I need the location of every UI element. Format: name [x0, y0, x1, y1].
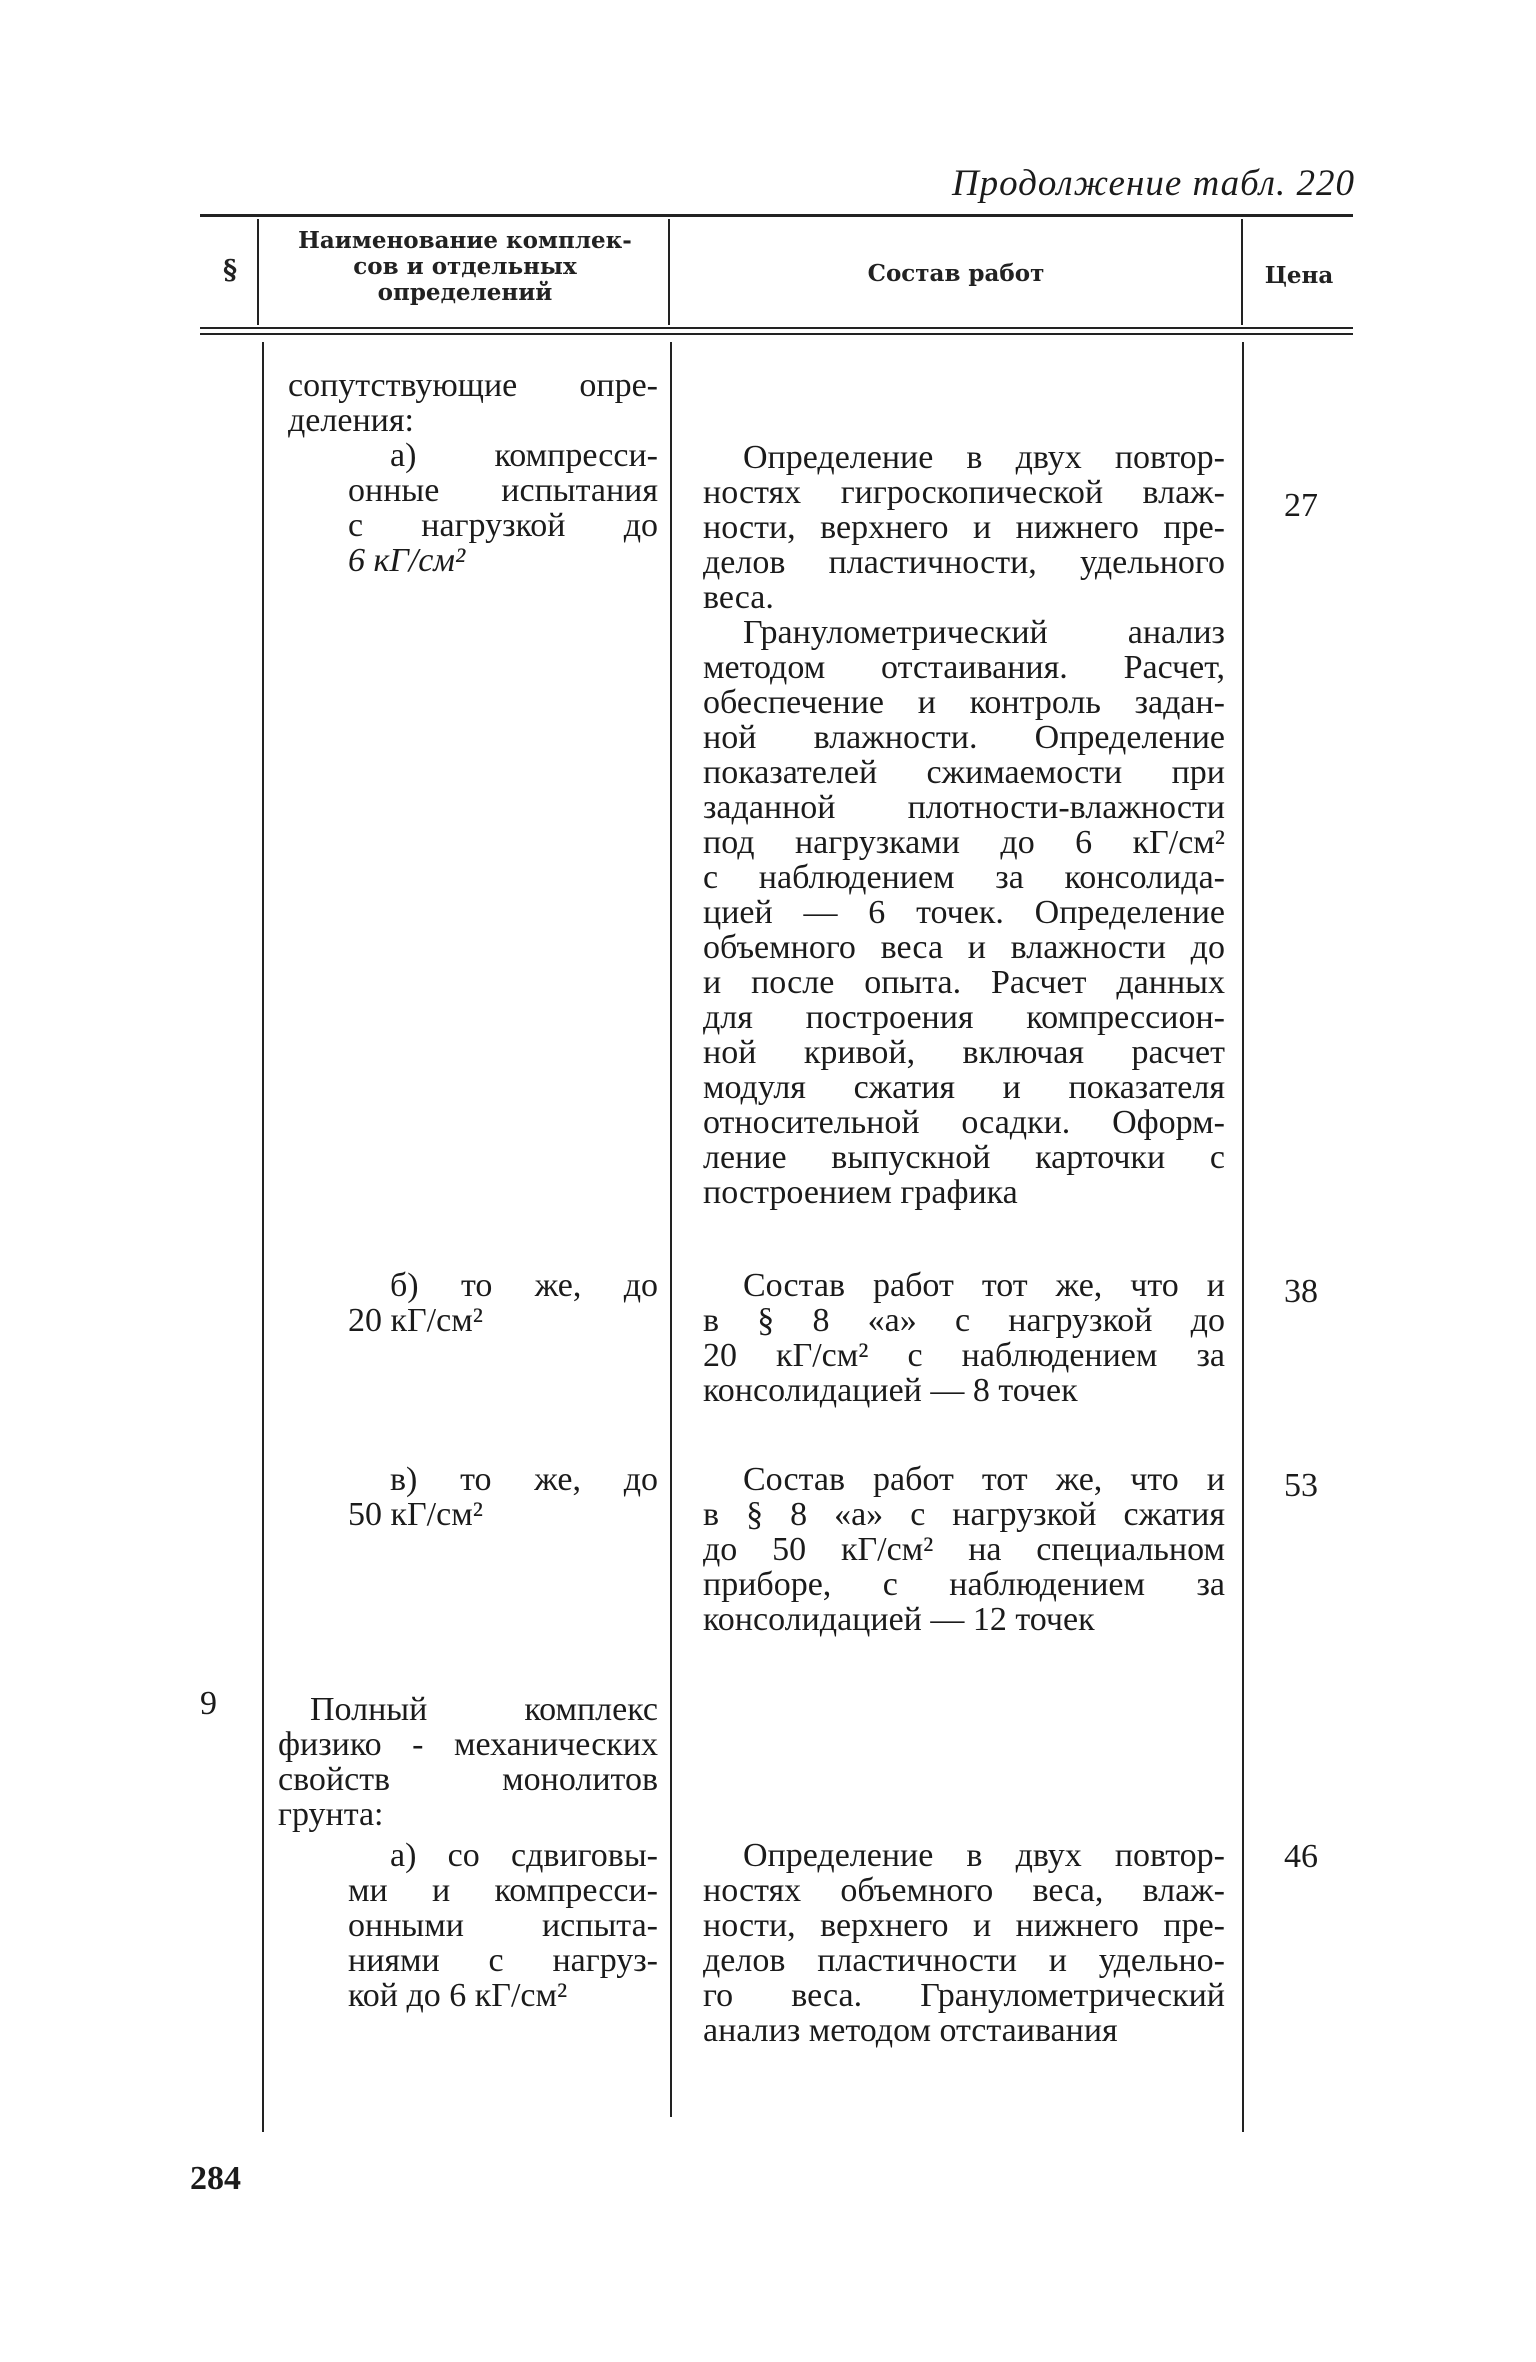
row-1-name-intro-line: деления:: [288, 402, 414, 439]
row-1-work-line: Гранулометрический анализ: [743, 614, 1225, 651]
row-1-work-line: ление выпускной карточки с: [703, 1139, 1225, 1176]
table-top-rule: [200, 214, 1353, 217]
header-name-line: сов и отдельных: [353, 253, 577, 280]
header-name-column: [262, 228, 668, 306]
row-2-price: 38: [1284, 1273, 1318, 1310]
row-4-work-line: Определение в двух повтор-: [743, 1837, 1225, 1874]
row-1-work-line: объемного веса и влажности до: [703, 929, 1225, 966]
body-divider-2: [670, 342, 672, 2117]
row-3-work-line: до 50 кГ/см² на специальном: [703, 1531, 1225, 1568]
row-4-name-intro: [278, 1692, 658, 1832]
row-2-work-line: в § 8 «а» с нагрузкой до: [703, 1302, 1225, 1339]
page-number: 284: [190, 2160, 241, 2197]
header-divider-3: [1241, 219, 1243, 325]
row-1-work-line: Определение в двух повтор-: [743, 439, 1225, 476]
row-4-work-line: анализ методом отстаивания: [703, 2012, 1118, 2049]
row-3-work-line: консолидацией — 12 точек: [703, 1601, 1095, 1638]
row-1-work-line: заданной плотности-влажности: [703, 789, 1225, 826]
row-1-name-line: 6 кГ/см²: [348, 542, 466, 579]
row-3-work-line: приборе, с наблюдением за: [703, 1566, 1225, 1603]
row-1-name-line: с нагрузкой до: [348, 507, 658, 544]
row-1-work-line: делов пластичности, удельного: [703, 544, 1225, 581]
header-section-symbol: §: [222, 255, 238, 286]
row-4-work-line: делов пластичности и удельно-: [703, 1942, 1225, 1979]
row-4-price: 46: [1284, 1838, 1318, 1875]
row-1-price: 27: [1284, 487, 1318, 524]
row-1-work-line: веса.: [703, 579, 774, 616]
row-3-name-line: 50 кГ/см²: [348, 1496, 483, 1533]
header-divider-1: [257, 219, 259, 325]
row-1-name-line: а) компресси-: [390, 437, 658, 474]
row-1-work-line: относительной осадки. Оформ-: [703, 1104, 1225, 1141]
row-4-section-number: 9: [200, 1685, 217, 1722]
row-1-work-line: обеспечение и контроль задан-: [703, 684, 1225, 721]
row-1-work-line: показателей сжимаемости при: [703, 754, 1225, 791]
row-3-work: [703, 1462, 1225, 1637]
row-4-work: [703, 1838, 1225, 2048]
table-continuation-caption: Продолжение табл. 220: [951, 163, 1355, 204]
row-4-name-line: онными испыта-: [348, 1907, 658, 1944]
header-name-line: определений: [377, 279, 553, 306]
header-bottom-rule: [200, 327, 1353, 329]
row-1-work-line: под нагрузками до 6 кГ/см²: [703, 824, 1225, 861]
header-price-column: Цена: [1264, 262, 1334, 289]
row-4-name-line: ми и компресси-: [348, 1872, 658, 1909]
header-divider-2: [668, 219, 670, 325]
row-2-name-line: 20 кГ/см²: [348, 1302, 483, 1339]
row-3-work-line: в § 8 «а» с нагрузкой сжатия: [703, 1496, 1225, 1533]
header-name-line: Наименование комплек-: [298, 227, 632, 254]
row-2-work: [703, 1268, 1225, 1408]
header-bottom-rule-2: [200, 333, 1353, 335]
row-4-work-line: ностях объемного веса, влаж-: [703, 1872, 1225, 1909]
row-1-name-intro: [288, 368, 658, 438]
row-1-work-line: ности, верхнего и нижнего пре-: [703, 509, 1225, 546]
row-3-work-line: Состав работ тот же, что и: [743, 1461, 1225, 1498]
row-4-name-line: кой до 6 кГ/см²: [348, 1977, 568, 2014]
row-2-work-line: Состав работ тот же, что и: [743, 1267, 1225, 1304]
row-2-name-line: б) то же, до: [390, 1267, 658, 1304]
row-1-work-line: цией — 6 точек. Определение: [703, 894, 1225, 931]
row-3-price: 53: [1284, 1467, 1318, 1504]
row-4-name-line: а) со сдвиговы-: [390, 1837, 658, 1874]
row-1-work-line: построением графика: [703, 1174, 1018, 1211]
row-2-name: [348, 1268, 658, 1338]
row-4-work-line: го веса. Гранулометрический: [703, 1977, 1225, 2014]
row-4-name-line: ниями с нагруз-: [348, 1942, 658, 1979]
row-1-name-line: онные испытания: [348, 472, 658, 509]
row-1-work-line: и после опыта. Расчет данных: [703, 964, 1225, 1001]
row-4-name: [348, 1838, 658, 2013]
row-1-name-intro-line: сопутствующие опре-: [288, 367, 658, 404]
row-2-work-line: консолидацией — 8 точек: [703, 1372, 1078, 1409]
row-1-work-line: ной влажности. Определение: [703, 719, 1225, 756]
row-1-work: [703, 440, 1225, 1210]
body-divider-3: [1242, 342, 1244, 2132]
row-4-name-intro-line: физико - механических: [278, 1726, 658, 1763]
row-1-name: [348, 438, 658, 578]
row-4-name-intro-line: Полный комплекс: [310, 1691, 658, 1728]
row-1-work-line: модуля сжатия и показателя: [703, 1069, 1225, 1106]
header-work-column: Состав работ: [867, 260, 1045, 287]
row-1-work-line: ностях гигроскопической влаж-: [703, 474, 1225, 511]
row-4-work-line: ности, верхнего и нижнего пре-: [703, 1907, 1225, 1944]
row-1-work-line: ной кривой, включая расчет: [703, 1034, 1225, 1071]
row-1-work-line: для построения компрессион-: [703, 999, 1225, 1036]
row-1-work-line: с наблюдением за консолида-: [703, 859, 1225, 896]
row-4-name-intro-line: грунта:: [278, 1796, 384, 1833]
row-1-work-line: методом отстаивания. Расчет,: [703, 649, 1225, 686]
row-2-work-line: 20 кГ/см² с наблюдением за: [703, 1337, 1225, 1374]
row-3-name: [348, 1462, 658, 1532]
row-4-name-intro-line: свойств монолитов: [278, 1761, 658, 1798]
body-divider-1: [262, 342, 264, 2132]
row-3-name-line: в) то же, до: [390, 1461, 658, 1498]
